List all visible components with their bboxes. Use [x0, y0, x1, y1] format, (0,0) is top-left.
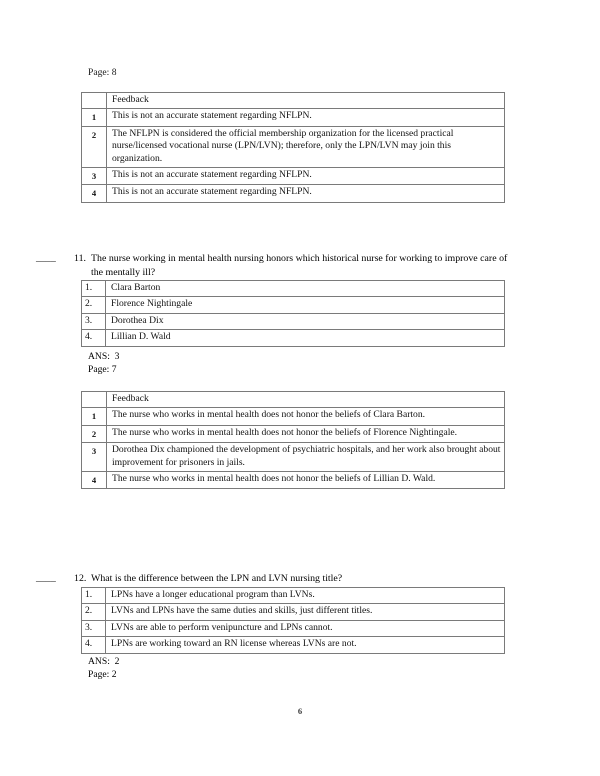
question-12-heading [36, 572, 516, 586]
question-number: 11. [74, 253, 86, 264]
feedback-row-text: Dorothea Dix championed the development of psychiatric hospitals, and her work also brought about improvement for prisoners in jails. [107, 443, 505, 472]
list-item[interactable] [82, 313, 505, 329]
feedback-table-q10 [81, 92, 505, 203]
table-row [82, 126, 505, 167]
table-row-header [82, 93, 505, 109]
feedback-row-number: 2 [82, 425, 107, 442]
feedback-row-number: 2 [82, 126, 107, 167]
question-text: The nurse working in mental health nursing honors which historical nurse for working to improve care of the mentally ill? [91, 253, 508, 278]
option-text: LVNs are able to perform venipuncture and LPNs cannot. [106, 620, 505, 636]
table-row [82, 425, 505, 442]
answer-blank-line[interactable]: ____ [36, 253, 56, 264]
feedback-row-text: This is not an accurate statement regarding NFLPN. [107, 185, 505, 202]
list-item[interactable] [82, 330, 505, 346]
options-table-q12 [81, 587, 505, 654]
feedback-row-number: 4 [82, 185, 107, 202]
feedback-header-label: Feedback [107, 93, 505, 109]
option-text: Lillian D. Wald [106, 330, 505, 346]
option-number: 4. [82, 637, 106, 653]
table-row [82, 185, 505, 202]
table-row [82, 109, 505, 126]
question-block-12 [36, 572, 516, 586]
option-number: 2. [82, 604, 106, 620]
table-row [82, 168, 505, 185]
feedback-header-label: Feedback [107, 392, 505, 408]
question-text: What is the difference between the LPN and LVN nursing title? [91, 573, 343, 584]
options-table-q11 [81, 280, 505, 347]
feedback-row-text: This is not an accurate statement regarding NFLPN. [107, 168, 505, 185]
feedback-header-blank [82, 93, 107, 109]
option-text: LPNs have a longer educational program than LVNs. [106, 588, 505, 604]
table-row-header [82, 392, 505, 408]
page-line-q12: Page: 2 [88, 669, 117, 680]
answer-blank-line[interactable]: ____ [36, 573, 56, 584]
feedback-row-number: 1 [82, 109, 107, 126]
feedback-row-number: 4 [82, 472, 107, 489]
table-row [82, 472, 505, 489]
page-footer-number: 6 [297, 706, 303, 716]
list-item[interactable] [82, 637, 505, 653]
page-line-q11: Page: 7 [88, 364, 117, 375]
option-text: Clara Barton [106, 281, 505, 297]
option-number: 1. [82, 588, 106, 604]
option-number: 1. [82, 281, 106, 297]
feedback-row-text: The nurse who works in mental health does not honor the beliefs of Lillian D. Wald. [107, 472, 505, 489]
feedback-row-number: 3 [82, 168, 107, 185]
list-item[interactable] [82, 281, 505, 297]
answer-line-q12: ANS: 2 [88, 656, 120, 667]
option-text: Dorothea Dix [106, 313, 505, 329]
option-number: 2. [82, 297, 106, 313]
answer-line-q11: ANS: 3 [88, 351, 120, 362]
question-number: 12. [74, 573, 87, 584]
feedback-header-blank [82, 392, 107, 408]
list-item[interactable] [82, 297, 505, 313]
feedback-row-text: This is not an accurate statement regarding NFLPN. [107, 109, 505, 126]
top-page-reference: Page: 8 [88, 67, 117, 78]
list-item[interactable] [82, 620, 505, 636]
question-block-11 [36, 252, 516, 279]
option-number: 3. [82, 620, 106, 636]
feedback-row-text: The nurse who works in mental health does not honor the beliefs of Florence Nightingale. [107, 425, 505, 442]
feedback-row-text: The NFLPN is considered the official membership organization for the licensed practical nurse/licensed vocational nurse (LPN/LVN); therefore, only the LPN/LVN may join this organization. [107, 126, 505, 167]
feedback-row-number: 3 [82, 443, 107, 472]
option-text: LVNs and LPNs have the same duties and skills, just different titles. [106, 604, 505, 620]
option-number: 4. [82, 330, 106, 346]
option-text: Florence Nightingale [106, 297, 505, 313]
question-11-heading [36, 252, 516, 279]
list-item[interactable] [82, 604, 505, 620]
table-row [82, 443, 505, 472]
feedback-row-number: 1 [82, 408, 107, 425]
feedback-row-text: The nurse who works in mental health does not honor the beliefs of Clara Barton. [107, 408, 505, 425]
feedback-table-q11 [81, 391, 505, 489]
table-row [82, 408, 505, 425]
option-number: 3. [82, 313, 106, 329]
option-text: LPNs are working toward an RN license whereas LVNs are not. [106, 637, 505, 653]
list-item[interactable] [82, 588, 505, 604]
